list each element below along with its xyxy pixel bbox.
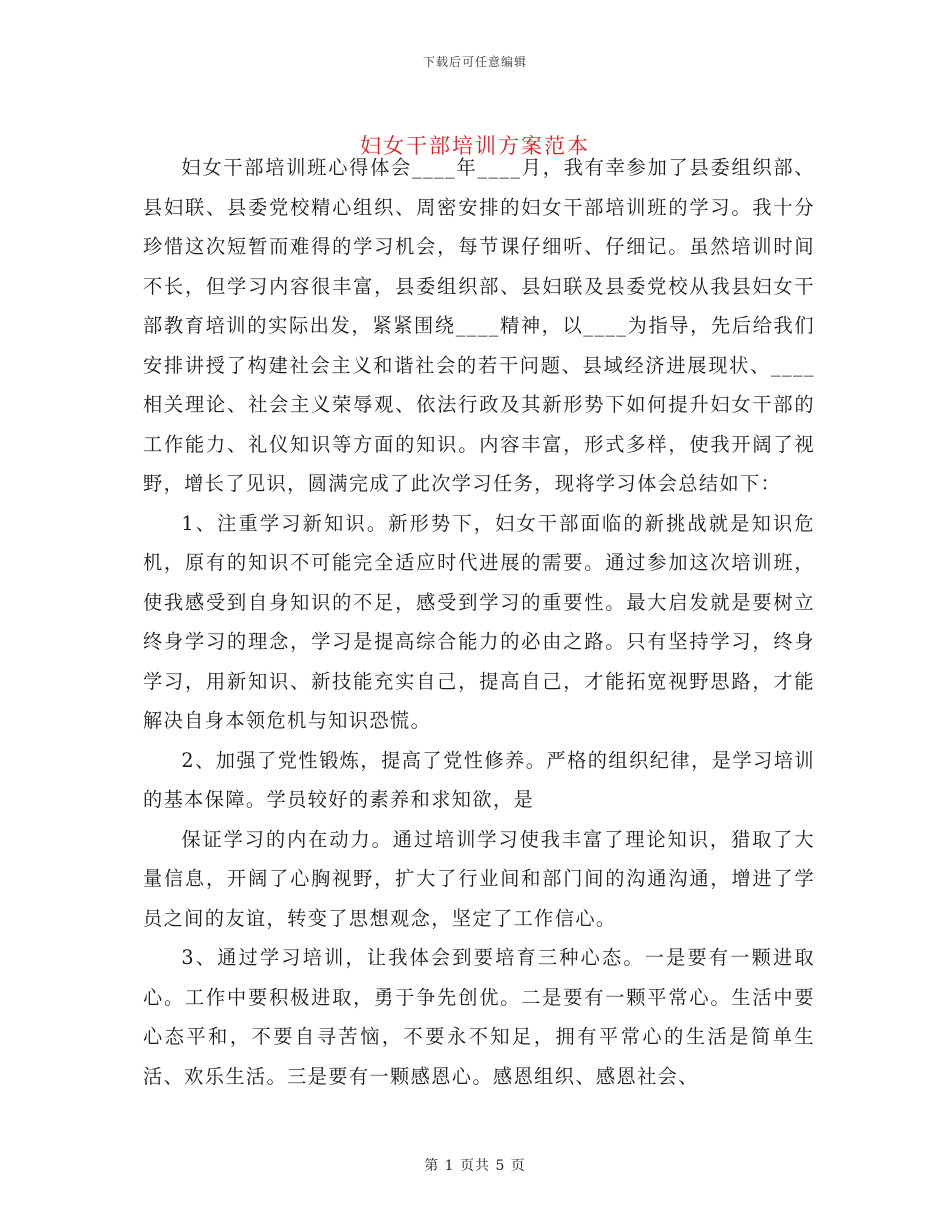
paragraph-intro: 妇女干部培训班心得体会____年____月，我有幸参加了县委组织部、县妇联、县委党校精心组织、周密安排的妇女干部培训班的学习。我十分珍惜这次短暂而难得的学习机会，每节课仔细听、仔细记。虽然培训时间不长，但学习内容很丰富，县委组织部、县妇联及县委党校从我县妇女干部教育培训的实际出发，紧紧围绕____精神，以____为指导，先后给我们安排讲授了构建社会主义和谐社会的若干问题、县域经济进展现状、____相关理论、社会主义荣辱观、依法行政及其新形势下如何提升妇女干部的工作能力、礼仪知识等方面的知识。内容丰富，形式多样，使我开阔了视野，增长了见识，圆满完成了此次学习任务，现将学习体会总结如下： (143, 156, 815, 495)
page-number: 第 1 页共 5 页 (424, 1158, 526, 1174)
document-title: 妇女干部培训方案范本 (360, 134, 590, 159)
paragraph-point-3: 3、通过学习培训，让我体会到要培育三种心态。一是要有一颗进取心。工作中要积极进取，勇于争先创优。二是要有一颗平常心。生活中要心态平和，不要自寻苦恼，不要永不知足，拥有平常心的生活是简单生活、欢乐生活。三是要有一颗感恩心。感恩组织、感恩社会、 (143, 946, 815, 1088)
paragraph-point-2: 2、加强了党性锻炼，提高了党性修养。严格的组织纪律，是学习培训的基本保障。学员较好的素养和求知欲，是 (143, 748, 815, 811)
header-note: 下载后可任意编辑 (422, 55, 527, 69)
paragraph-point-2-continued: 保证学习的内在动力。通过培训学习使我丰富了理论知识，猎取了大量信息，开阔了心胸视野，扩大了行业间和部门间的沟通沟通，增进了学员之间的友谊，转变了思想观念，坚定了工作信心。 (143, 827, 815, 930)
paragraph-point-1: 1、注重学习新知识。新形势下，妇女干部面临的新挑战就是知识危机，原有的知识不可能完全适应时代进展的需要。通过参加这次培训班，使我感受到自身知识的不足，感受到学习的重要性。最大启发就是要树立终身学习的理念，学习是提高综合能力的必由之路。只有坚持学习，终身学习，用新知识、新技能充实自己，提高自己，才能拓宽视野思路，才能解决自身本领危机与知识恐慌。 (143, 511, 815, 732)
document-body (143, 148, 815, 1096)
